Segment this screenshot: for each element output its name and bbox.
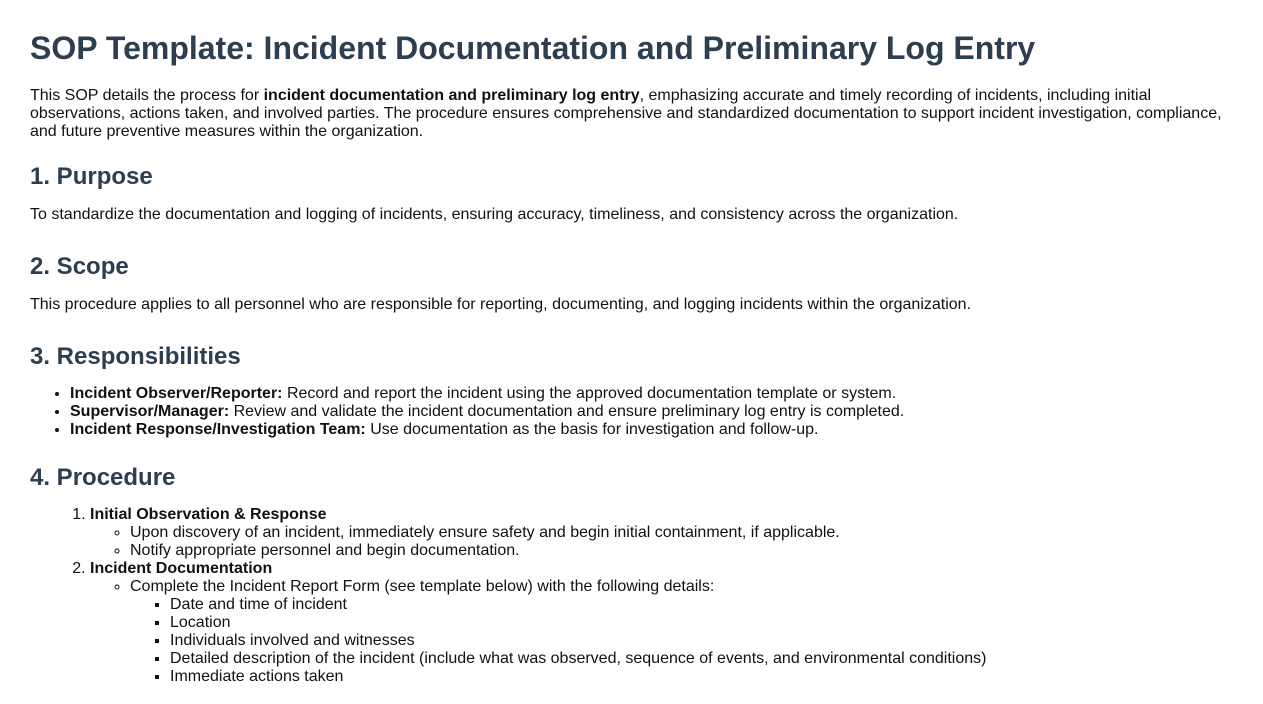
list-item [70,403,1233,421]
purpose-heading: 1. Purpose [30,163,153,190]
intro-paragraph [30,87,1233,141]
role-description: Review and validate the incident documentation and ensure preliminary log entry is completed. [229,403,905,420]
page-title: SOP Template: Incident Documentation and Preliminary Log Entry [30,30,1036,66]
responsibilities-list [30,385,1233,439]
role-label: Supervisor/Manager: [70,403,230,420]
intro-bold: incident documentation and preliminary log entry [263,87,640,104]
list-item: ◦ Upon discovery of an incident, immediately ensure safety and begin initial containment, if applicable. [130,524,1233,542]
detail-list [130,596,1233,686]
detail-item: ▪ Individuals involved and witnesses [170,632,1233,650]
procedure-step [90,560,1233,686]
procedure-heading: 4. Procedure [30,464,176,491]
detail-item: ▪ Detailed description of the incident (include what was observed, sequence of events, and environmental conditions) [170,650,1233,668]
intro-suffix: , emphasizing accurate and timely recording of incidents, including initial observations, actions taken, and involved parties. The procedure ensures comprehensive and standardized documentation to support incident investigation, compliance, and future preventive measures within the organization. [30,87,1222,140]
role-label: Incident Response/Investigation Team: [70,421,366,438]
responsibilities-heading: 3. Responsibilities [30,343,241,370]
role-description: Use documentation as the basis for investigation and follow-up. [365,421,819,438]
step-title: Incident Documentation [90,560,273,577]
scope-heading: 2. Scope [30,253,129,280]
procedure-steps [30,506,1233,686]
detail-item: ▪ Immediate actions taken [170,668,1233,686]
detail-item: ▪ Location [170,614,1233,632]
step-item-text: Complete the Incident Report Form (see template below) with the following details: [130,578,715,595]
document [0,29,1263,686]
role-label: Incident Observer/Reporter: [70,385,283,402]
detail-item: ▪ Date and time of incident [170,596,1233,614]
intro-prefix: This SOP details the process for [30,87,264,104]
purpose-text: To standardize the documentation and logging of incidents, ensuring accuracy, timeliness, and consistency across the organization. [30,206,959,223]
procedure-step [90,506,1233,560]
step-items [90,578,1233,686]
role-description: Record and report the incident using the approved documentation template or system. [282,385,897,402]
list-item: ◦ Notify appropriate personnel and begin documentation. [130,542,1233,560]
list-item [70,421,1233,439]
step-items [90,524,1233,560]
list-item [130,578,1233,686]
step-title: Initial Observation & Response [90,506,327,523]
list-item [70,385,1233,403]
scope-text: This procedure applies to all personnel who are responsible for reporting, documenting, and logging incidents within the organization. [30,296,972,313]
